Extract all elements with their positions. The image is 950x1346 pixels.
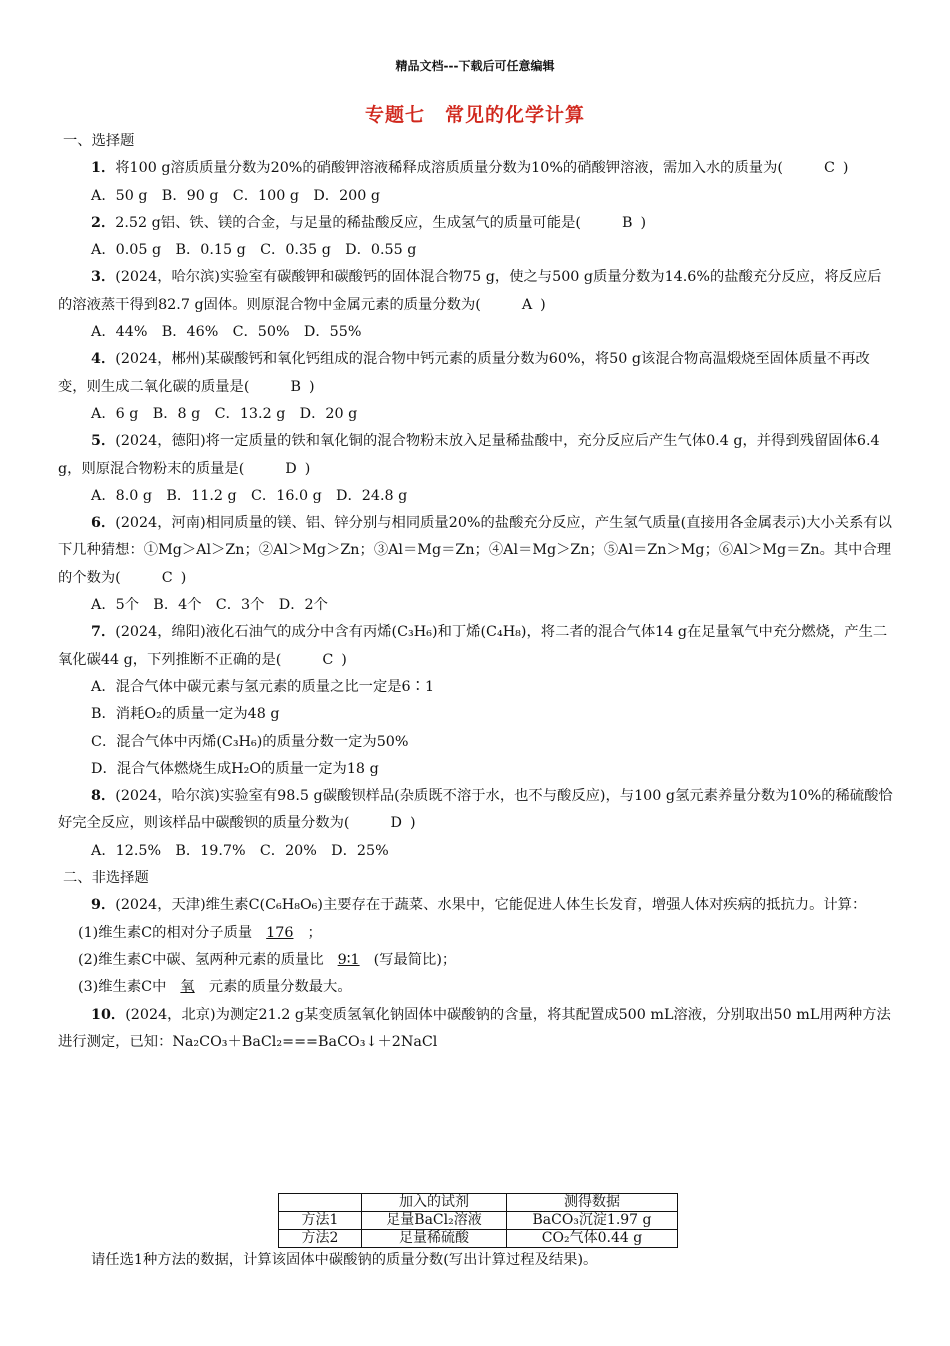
table-cell: CO₂气体0.44 g (507, 1230, 678, 1248)
q9-part-2: (2)维生素C中碳、氢两种元素的质量比 9∶1 (写最简比)； (78, 951, 457, 968)
measurement-table (278, 1193, 678, 1248)
table-cell: BaCO₃沉淀1.97 g (507, 1212, 678, 1230)
table-header: 加入的试剂 (362, 1194, 507, 1212)
answer: 氧 (180, 979, 195, 996)
answer: C (823, 160, 835, 177)
table-header: 测得数据 (507, 1194, 678, 1212)
q9-part-1: (1)维生素C的相对分子质量 176 ； (78, 924, 322, 941)
question-1: 1．将100 g溶质质量分数为20%的硝酸钾溶液稀释成溶质质量分数为10%的硝酸钾溶液，需加入水的质量为( C ) (58, 155, 894, 182)
options: A．44% B．46% C．50% D．55% (91, 324, 362, 341)
page-title: 专题七 常见的化学计算 (364, 104, 585, 126)
table-row (279, 1212, 678, 1230)
option-c: C．混合气体中丙烯(C₃H₆)的质量分数一定为50% (91, 733, 409, 750)
table-cell: 足量稀硫酸 (362, 1230, 507, 1248)
question-9: 9．(2024，天津)维生素C(C₆H₈O₆)主要存在于蔬菜、水果中，它能促进人体生长发育，增强人体对疾病的抵抗力。计算： (91, 897, 867, 914)
question-7: 7．(2024，绵阳)液化石油气的成分中含有丙烯(C₃H₆)和丁烯(C₄H₈)，将二者的混合气体14 g在足量氧气中充分燃烧，产生二氧化碳44 g，下列推断不正确的是( C ) (58, 619, 894, 674)
section-heading: 二、非选择题 (63, 870, 149, 887)
table-cell: 方法2 (279, 1230, 362, 1248)
section-heading: 一、选择题 (63, 133, 135, 149)
options: A．50 g B．90 g C．100 g D．200 g (91, 187, 381, 204)
table-header (279, 1194, 362, 1212)
options: A．12.5% B．19.7% C．20% D．25% (91, 842, 389, 859)
answer: D (285, 460, 297, 477)
answer: 9∶1 (337, 951, 360, 968)
answer: D (390, 815, 402, 832)
options: A．8.0 g B．11.2 g C．16.0 g D．24.8 g (91, 487, 408, 504)
answer: B (290, 378, 301, 395)
q9-part-3: (3)维生素C中 氧 元素的质量分数最大。 (78, 979, 352, 996)
options: A．0.05 g B．0.15 g C．0.35 g D．0.55 g (91, 242, 417, 259)
table-cell: 足量BaCl₂溶液 (362, 1212, 507, 1230)
table-cell: 方法1 (279, 1212, 362, 1230)
answer: C (161, 569, 173, 586)
question-3: 3．(2024，哈尔滨)实验室有碳酸钾和碳酸钙的固体混合物75 g，使之与500 g质量分数为14.6%的盐酸充分反应，将反应后的溶液蒸干得到82.7 g固体。则原混合物中金属元素的质量分数为( A ) (58, 264, 894, 319)
answer: C (322, 651, 334, 668)
answer: B (621, 214, 633, 231)
options: A．5个 B．4个 C．3个 D．2个 (91, 597, 328, 614)
option-b: B．消耗O₂的质量一定为48 g (91, 706, 280, 723)
question-2: 2．2.52 g铝、铁、镁的合金，与足量的稀盐酸反应，生成氢气的质量可能是( B ) (58, 210, 894, 237)
question-10: 10．(2024，北京)为测定21.2 g某变质氢氧化钠固体中碳酸钠的含量，将其配置成500 mL溶液，分别取出50 mL用两种方法进行测定，已知：Na₂CO₃＋BaCl₂===BaCO₃↓＋2NaCl (58, 1006, 891, 1050)
table-row (279, 1230, 678, 1248)
table-header-row (279, 1194, 678, 1212)
q10-instruction: 请任选1种方法的数据，计算该固体中碳酸钠的质量分数(写出计算过程及结果)。 (91, 1252, 598, 1268)
page-header: 精品文档---下载后可任意编辑 (395, 59, 555, 73)
options: A．6 g B．8 g C．13.2 g D．20 g (91, 405, 358, 422)
answer: 176 (266, 924, 294, 941)
answer: A (521, 296, 533, 313)
question-8: 8．(2024，哈尔滨)实验室有98.5 g碳酸钡样品(杂质既不溶于水，也不与酸反应)，与100 g氢元素养量分数为10%的稀硫酸恰好完全反应，则该样品中碳酸钡的质量分数为( D ) (58, 783, 894, 838)
option-d: D．混合气体燃烧生成H₂O的质量一定为18 g (91, 760, 379, 777)
question-4: 4．(2024，郴州)某碳酸钙和氧化钙组成的混合物中钙元素的质量分数为60%，将50 g该混合物高温煅烧至固体质量不再改变，则生成二氧化碳的质量是( B ) (58, 346, 894, 401)
option-a: A．混合气体中碳元素与氢元素的质量之比一定是6∶1 (91, 678, 435, 695)
document-body (58, 128, 894, 1056)
question-6: 6．(2024，河南)相同质量的镁、铝、锌分别与相同质量20%的盐酸充分反应，产生氢气质量(直接用各金属表示)大小关系有以下几种猜想：①Mg＞Al＞Zn；②Al＞Mg＞Zn；③Al＝Mg＝Zn；④Al＝Mg＞Zn；⑤Al＝Zn＞Mg；⑥Al＞Mg＝Zn。其中合理的个数为( C ) (58, 510, 894, 592)
question-5: 5．(2024，德阳)将一定质量的铁和氧化铜的混合物粉末放入足量稀盐酸中，充分反应后产生气体0.4 g，并得到残留固体6.4 g，则原混合物粉末的质量是( D ) (58, 428, 894, 483)
